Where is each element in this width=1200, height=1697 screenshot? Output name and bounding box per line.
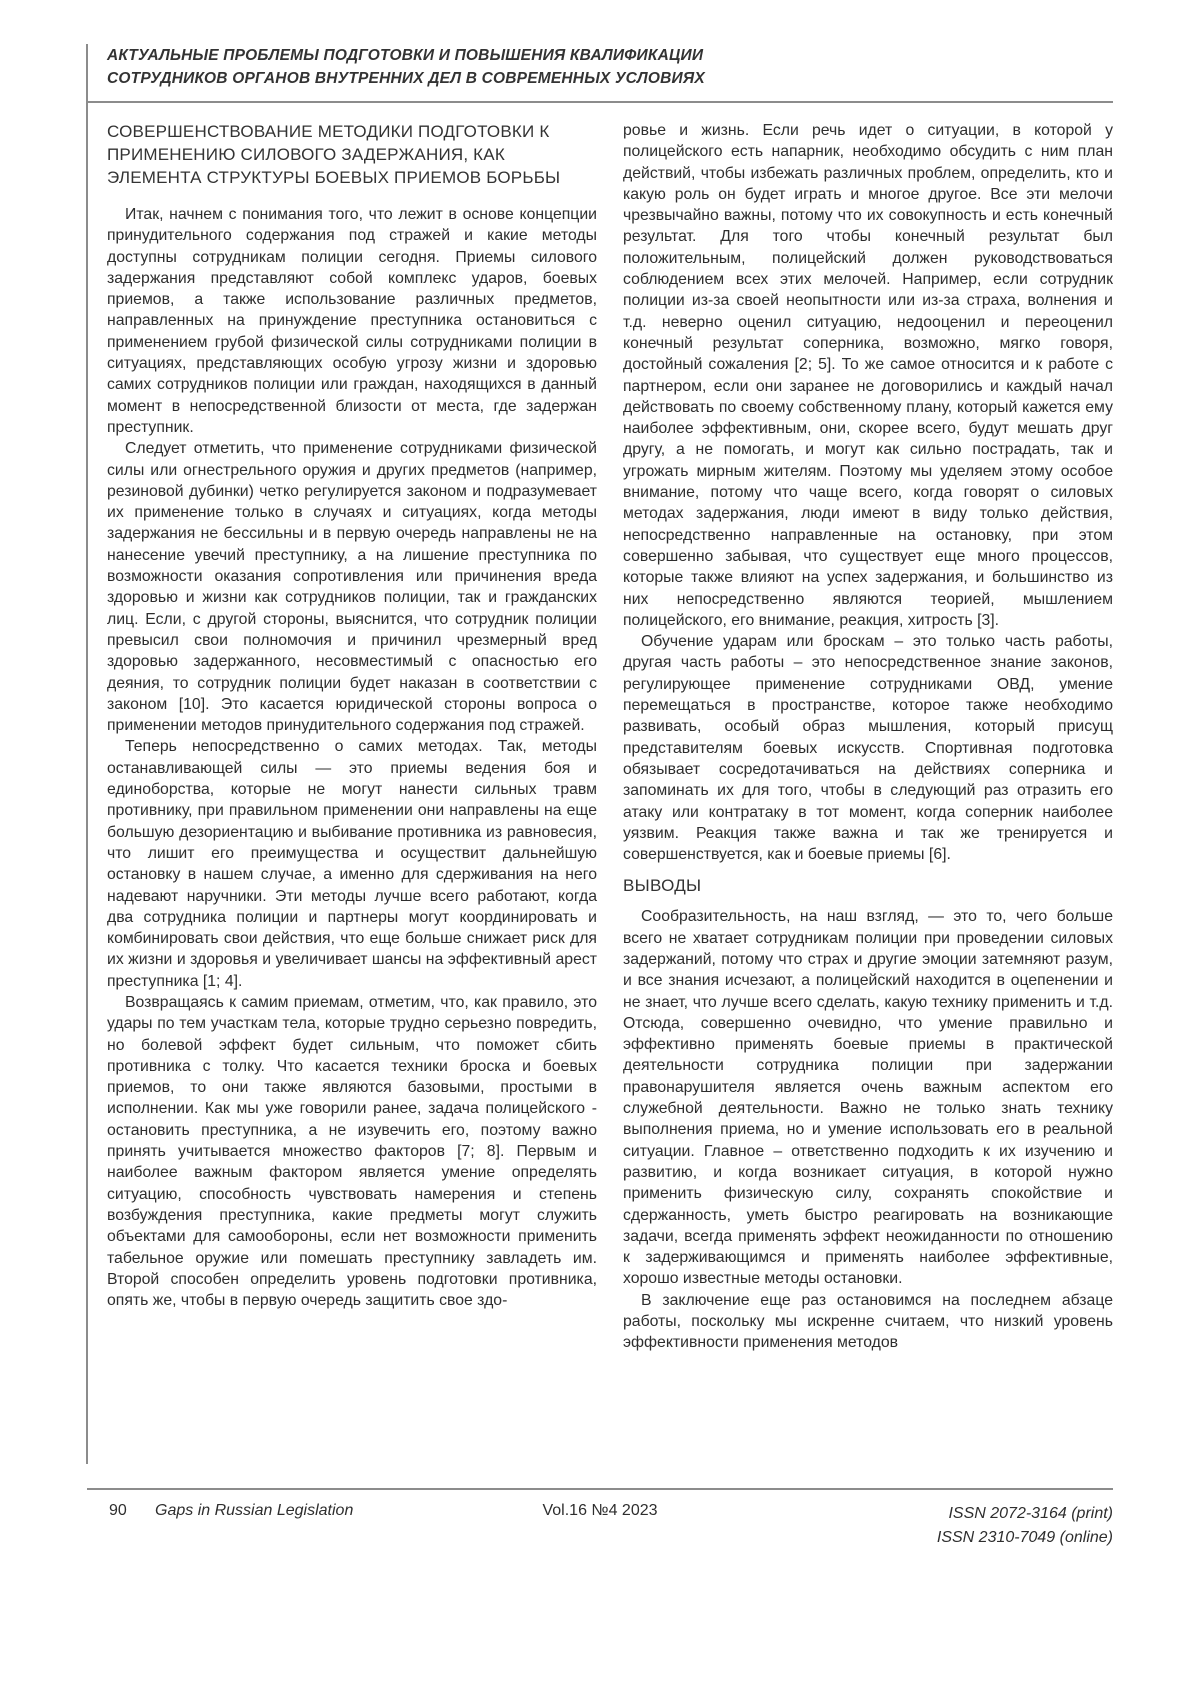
left-column [107, 120, 597, 1354]
article-title: СОВЕРШЕНСТВОВАНИЕ МЕТОДИКИ ПОДГОТОВКИ К ПРИМЕНЕНИЮ СИЛОВОГО ЗАДЕРЖАНИЯ, КАК ЭЛЕМЕНТА СТРУКТУРЫ БОЕВЫХ ПРИЕМОВ БОРЬБЫ [107, 122, 561, 187]
issn-print: ISSN 2072-3164 (print) [948, 1505, 1113, 1522]
article-paragraph: Обучение ударам или броскам – это только часть работы, другая часть работы – это непосредственное знание законов, регулирующее применение сотрудниками ОВД, умение перемещаться в пространстве, которое также необходимо развивать, особый образ мышления, который присущ представителям боевых искусств. Спортивная подготовка обязывает сосредотачиваться на действиях соперника и запоминать их для того, чтобы в следующий раз отразить его атаку или контратаку в тот момент, когда соперник наиболее уязвим. Реакция также важна и так же тренируется и совершенствуется, как и боевые приемы [6]. [623, 633, 1113, 864]
right-column [623, 120, 1113, 1354]
volume-info: Vol.16 №4 2023 [542, 1502, 658, 1519]
article-paragraph: Возвращаясь к самим приемам, отметим, что, как правило, это удары по тем участкам тела, которые трудно серьезно повредить, но болевой эффект будет сильным, что поможет сбить противника с толку. Что касается техники броска и боевых приемов, то они также являются базовыми, простыми в исполнении. Как мы уже говорили ранее, задача полицейского - остановить преступника, а не изувечить его, поэтому важно принять учитывается множество факторов [7; 8]. Первым и наиболее важным фактором является умение определять ситуацию, способность чувствовать намерения и степень возбуждения преступника, какие предметы могут служить объектами для самообороны, если нет возможности применить табельное оружие или помешать преступнику завладеть им. Второй способен определить уровень подготовки противника, опять же, чтобы в первую очередь защитить свое здо- [107, 993, 597, 1310]
header-rule [87, 101, 1113, 103]
journal-header-line1: АКТУАЛЬНЫЕ ПРОБЛЕМЫ ПОДГОТОВКИ И ПОВЫШЕНИЯ КВАЛИФИКАЦИИ [107, 47, 704, 64]
footer-rule [87, 1488, 1113, 1490]
journal-header [107, 44, 1107, 90]
article-body [107, 120, 1113, 1354]
page-number: 90 [109, 1502, 127, 1519]
conclusions-heading: ВЫВОДЫ [623, 876, 702, 896]
journal-header-line2: СОТРУДНИКОВ ОРГАНОВ ВНУТРЕННИХ ДЕЛ В СОВРЕМЕННЫХ УСЛОВИЯХ [107, 70, 705, 87]
issn-online: ISSN 2310-7049 (online) [936, 1529, 1113, 1546]
article-paragraph: Теперь непосредственно о самих методах. Так, методы останавливающей силы — это приемы ведения боя и единоборства, которые не могут нанести сильных травм противнику, при правильном применении они направлены на еще большую дезориентацию и выбивание противника из равновесия, что лишит его преимущества и осуществит дальнейшую остановку в нашем случае, а именно для сдерживания на него надевают наручники. Эти методы лучше всего работают, когда два сотрудника полиции и партнеры могут координировать и комбинировать свои действия, что еще больше снижает риск для их жизни и здоровья и увеличивает шансы на эффективный арест преступника [1; 4]. [107, 738, 597, 990]
journal-name: Gaps in Russian Legislation [155, 1502, 354, 1519]
article-paragraph: Итак, начнем с понимания того, что лежит в основе концепции принудительного содержания под стражей и какие методы доступны сотрудникам полиции сегодня. Приемы силового задержания представляют собой комплекс ударов, боевых приемов, а также использование различных предметов, направленных на принуждение преступника остановиться с применением грубой физической силы сотрудниками полиции в ситуациях, представляющих особую угрозу жизни и здоровью самих сотрудников полиции или граждан, находящихся в данный момент в непосредственной близости от места, где задержан преступник. [107, 206, 597, 436]
page-footer [87, 1498, 1113, 1568]
article-paragraph: Сообразительность, на наш взгляд, — это то, чего больше всего не хватает сотрудникам полиции при проведении силовых задержаний, потому что страх и другие эмоции затемняют разум, и все знания исчезают, а полицейский находится в оцепенении и не знает, что лучше всего сделать, какую технику применить и т.д. Отсюда, совершенно очевидно, что умение правильно и эффективно применять боевые приемы в практической деятельности сотрудника полиции при задержании правонарушителя является очень важным аспектом его служебной деятельности. Важно не только знать технику выполнения приема, но и умение использовать его в реальной ситуации. Главное – ответственно подходить к их изучению и развитию, и когда возникает ситуация, в которой нужно применить физическую силу, сохранять спокойствие и сдержанность, уметь быстро реагировать на возникающие задачи, всегда применять эффект неожиданности по отношению к задерживающимся и применять наиболее эффективные, хорошо известные методы остановки. [623, 908, 1113, 1288]
article-paragraph: Следует отметить, что применение сотрудниками физической силы или огнестрельного оружия и других предметов (например, резиновой дубинки) четко регулируется законом и подразумевает их применение только в случаях и ситуациях, когда методы задержания не бессильны и в первую очередь направлены не на нанесение увечий преступнику, а на лишение преступника по возможности оказания сопротивления или причинения вреда здоровью и жизни как сотрудников полиции, так и гражданских лиц. Если, с другой стороны, выяснится, что сотрудник полиции превысил свои полномочия и причинил чрезмерный вред здоровью задержанного, несовместимый с опасностью его деяния, то сотрудник полиции будет наказан в соответствии с законом [10]. Это касается юридической стороны вопроса о применении методов принудительного содержания под стражей. [107, 440, 597, 735]
article-paragraph: ровье и жизнь. Если речь идет о ситуации, в которой у полицейского есть напарник, необходимо обсудить с ним план действий, чтобы избежать различных проблем, определить, кто и какую роль он будет играть и многое другое. Все эти мелочи чрезвычайно важны, потому что их совокупность и есть конечный результат. Для того чтобы конечный результат был положительным, полицейский должен руководствоваться соблюдением всех этих мелочей. Например, если сотрудник полиции из-за своей неопытности или из-за страха, волнения и т.д. неверно оценил ситуацию, недооценил и переоценил конечный результат соперника, возможно, мягко говоря, достойный сожаления [2; 5]. То же самое относится и к работе с партнером, если они заранее не договорились и каждый начал действовать по своему собственному плану, который кажется ему наиболее эффективным, они, скорее всего, будут мешать друг другу, а не помогать, и могут как сильно пострадать, так и угрожать мирным жителям. Поэтому мы уделяем этому особое внимание, потому что чаще всего, когда говорят о силовых методах задержания, люди имеют в виду только действия, непосредственно направленные на остановку, при этом совершенно забывая, что существует еще много процессов, которые также влияют на успех задержания, и большинство из них непосредственно являются теорией, мышлением полицейского, его внимание, реакция, хитрость [3]. [623, 122, 1113, 629]
article-paragraph: В заключение еще раз остановимся на последнем абзаце работы, поскольку мы искренне считаем, что низкий уровень эффективности применения методов [623, 1291, 1113, 1352]
issn-block [937, 1502, 1113, 1550]
left-margin-rule [86, 44, 88, 1464]
